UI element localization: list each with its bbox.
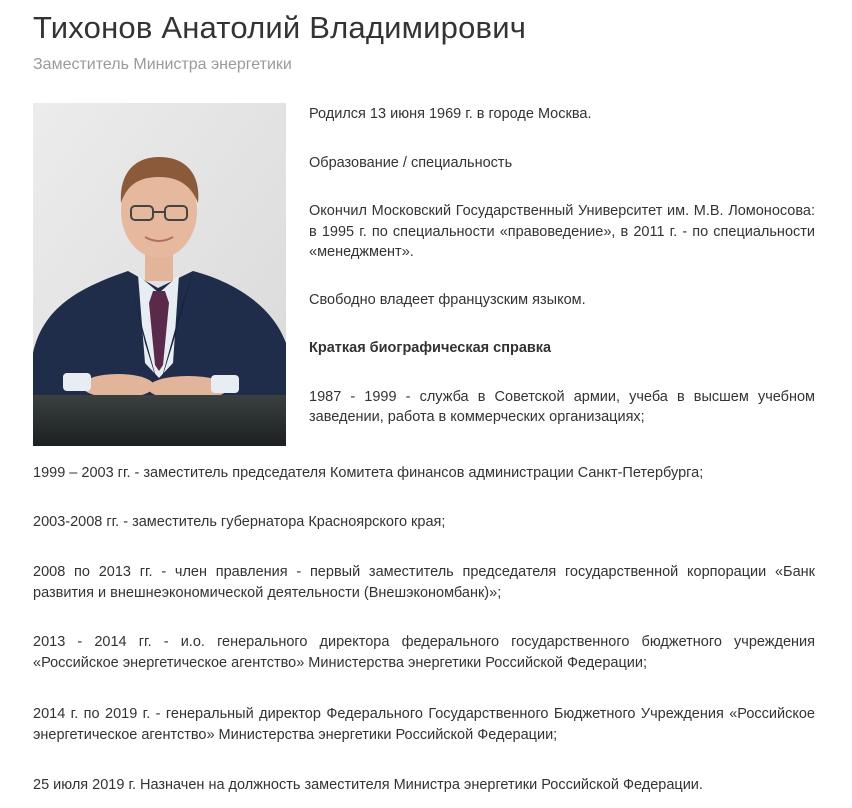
person-name: Тихонов Анатолий Владимирович: [33, 10, 527, 45]
career-item-2019: 25 июля 2019 г. Назначен на должность заместителя Министра энергетики Российской Федерации.: [33, 777, 703, 793]
language-info: Свободно владеет французским языком.: [309, 291, 586, 308]
person-position: Заместитель Министра энергетики: [33, 56, 292, 73]
education-details: Окончил Московский Государственный Университет им. М.В. Ломоносова: в 1995 г. по специальности «правоведение», в 2011 г. - по специальности «менеджмент».: [309, 203, 815, 260]
career-item-1999: 1999 – 2003 гг. - заместитель председателя Комитета финансов администрации Санкт-Петербурга;: [33, 465, 704, 481]
portrait-photo: [33, 103, 286, 446]
birth-info: Родился 13 июня 1969 г. в городе Москва.: [309, 106, 592, 122]
career-item-2014: 2014 г. по 2019 г. - генеральный директор Федерального Государственного Бюджетного Учреждения «Российское энергетическое агентство» Министерства энергетики Российской Федерации;: [33, 706, 815, 743]
bio-heading: Краткая биографическая справка: [309, 340, 552, 356]
career-item-1987: 1987 - 1999 - служба в Советской армии, учеба в высшем учебном заведении, работа в коммерческих организациях;: [309, 388, 815, 425]
career-item-2013: 2013 - 2014 гг. - и.о. генерального директора федерального государственного бюджетного учреждения «Российское энергетическое агентство» Министерства энергетики Российской Федерации;: [33, 634, 815, 671]
education-heading: Образование / специальность: [309, 154, 513, 171]
career-item-2003: 2003-2008 гг. - заместитель губернатора Красноярского края;: [33, 514, 446, 530]
career-item-2008: 2008 по 2013 гг. - член правления - первый заместитель председателя государственной корпорации «Банк развития и внешнеэкономической деятельности (Внешэкономбанк)»;: [33, 564, 815, 601]
biography-intro: [309, 104, 815, 428]
